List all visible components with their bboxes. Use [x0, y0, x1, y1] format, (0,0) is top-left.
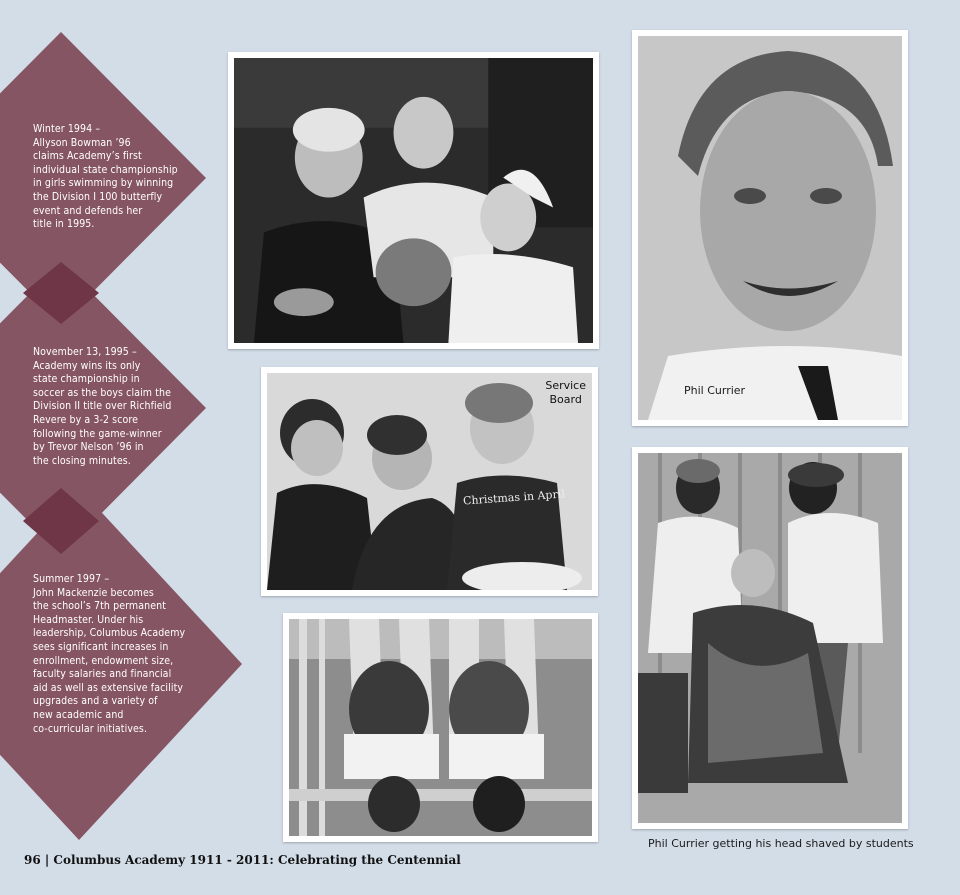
photo-upside-down-students [283, 613, 598, 842]
caption-service-board: Service Board [545, 379, 586, 406]
photo-head-shaving [632, 447, 908, 829]
caption-phil-currier: Phil Currier [684, 384, 746, 397]
shirt-text: Christmas in April [462, 487, 566, 508]
photo-swim-champion [228, 52, 599, 349]
caption-head-shaved: Phil Currier getting his head shaved by students [648, 837, 914, 850]
timeline-entry-1994: Winter 1994 – Allyson Bowman ’96 claims Academy’s first individual state championship in girls swimming by winning the Division I 100 butterfly event and defends her title in 1995. [33, 123, 178, 231]
photo-service-board [261, 367, 598, 596]
page-footer: 96 | Columbus Academy 1911 - 2011: Celebrating the Centennial [24, 853, 461, 867]
photo-phil-currier-portrait [632, 30, 908, 426]
timeline-entry-1997: Summer 1997 – John Mackenzie becomes the school’s 7th permanent Headmaster. Under his leadership, Columbus Academy sees significant increases in enrollment, endowment size, faculty salaries and financial aid as well as extensive facility upgrades and a variety of new academic and co-curricular initiatives. [33, 573, 186, 735]
timeline-entry-1995: November 13, 1995 – Academy wins its only state championship in soccer as the boys claim the Division II title over Richfield Revere by a 3-2 score following the game-winner by Trevor Nelson ’96 in the closing minutes. [33, 346, 172, 467]
